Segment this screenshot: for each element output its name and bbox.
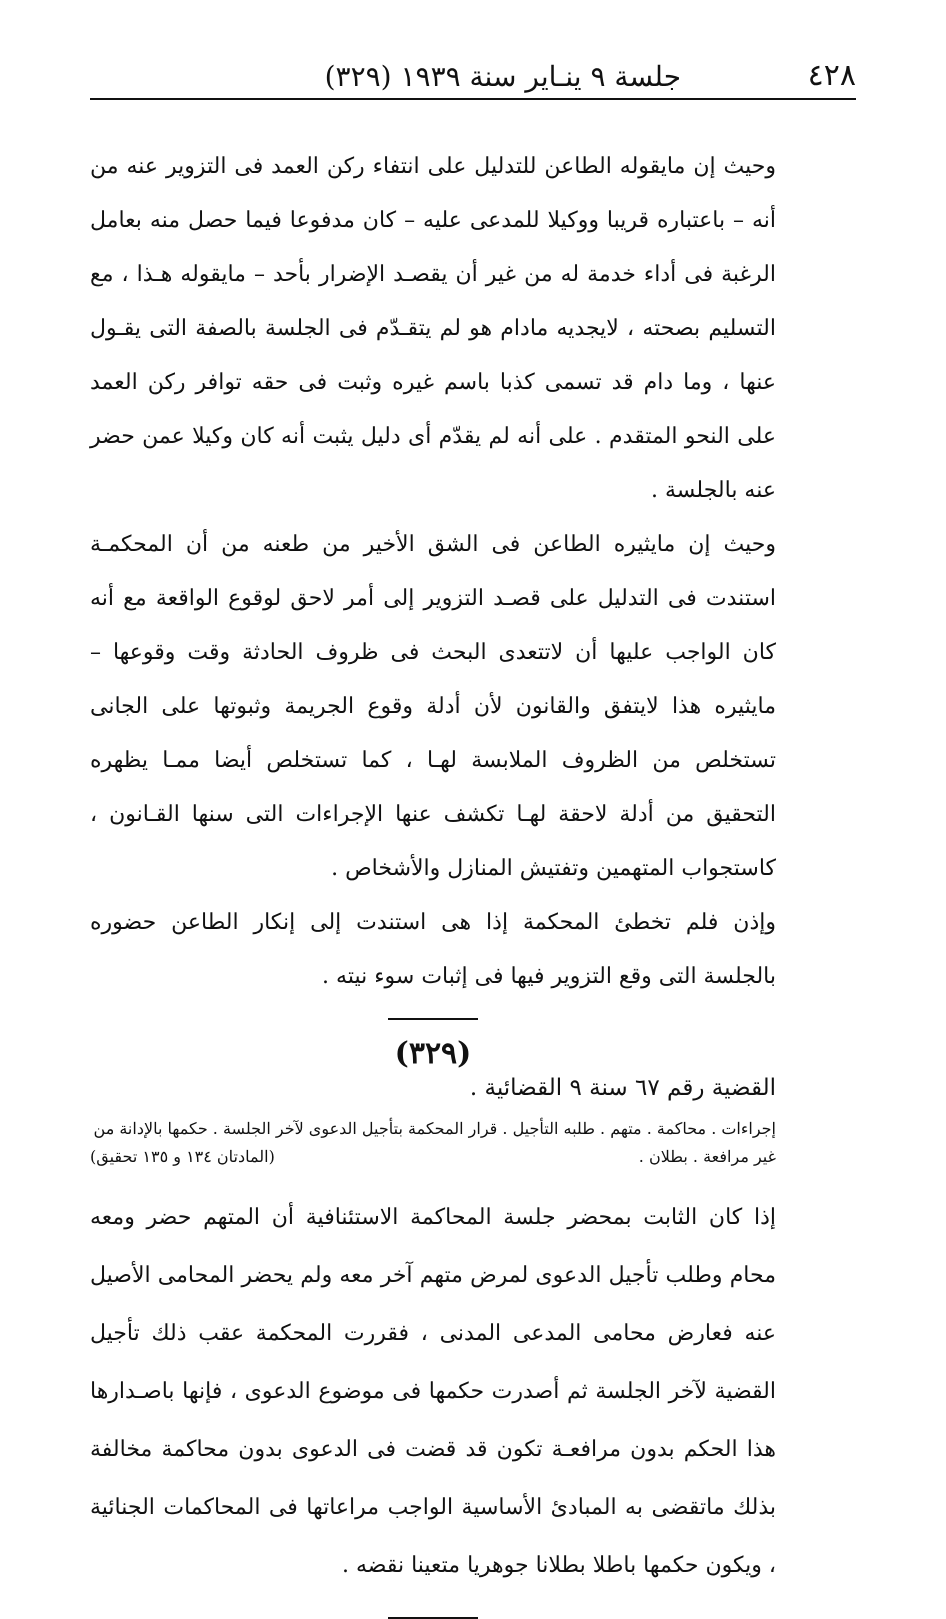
case-title: القضية رقم ٦٧ سنة ٩ القضائية . <box>469 1075 776 1101</box>
page-number: ٤٢٨ <box>807 58 856 93</box>
paragraph: وحيث إن مايثيره الطاعن فى الشق الأخير من طعنه من أن المحكمـة استندت فى التدليل على قصـد التزوير إلى أمر لاحق لوقوع الواقعة مع أنه كان الواجب عليها أن لاتتعدى البحث فى ظروف الحادثة وقت وقوعها – مايثيره هذا لايتفق والقانون لأن أدلة وقوع الجريمة وثبوتها على الجانى تستخلص من الظروف الملابسة لهـا ، كما تستخلص أيضا ممـا يظهره التحقيق من أدلة لاحقة لهـا تكشف عنها الإجراءات التى سنها القـانون ، كاستجواب المتهمين وتفتيش المنازل والأشخاص . <box>90 532 776 881</box>
legal-articles: (المادتان ١٣٤ و ١٣٥ تحقيق) <box>90 1147 275 1166</box>
page-body <box>90 140 776 1619</box>
case-keywords <box>90 1115 776 1171</box>
page-header <box>90 52 856 100</box>
paragraph: وإذن فلم تخطئ المحكمة إذا هى استندت إلى إنكار الطاعن حضوره بالجلسة التى وقع التزوير فيها فى إثبات سوء نيته . <box>90 910 776 989</box>
keywords-text: إجراءات . محاكمة . متهم . طلبه التأجيل . قرار المحكمة بتأجيل الدعوى لآخر الجلسة . حكمها بالإدانة من غير مرافعة . بطلان . <box>93 1119 776 1166</box>
ruling-paragraph: إذا كان الثابت بمحضر جلسة المحاكمة الاستئنافية أن المتهم حضر ومعه محام وطلب تأجيل الدعوى لمرض متهم آخر معه ولم يحضر المحامى الأصيل عنه فعارض محامى المدعى المدنى ، فقررت المحكمة عقب ذلك تأجيل القضية لآخر الجلسة ثم أصدرت حكمها فى موضوع الدعوى ، فإنها باصـدارها هذا الحكم بدون مرافعـة تكون قد قضت فى الدعوى بدون محاكمة مخالفة بذلك ماتقضى به المبادئ الأساسية الواجب مراعاتها فى المحاكمات الجنائية ، ويكون حكمها باطلا بطلانا جوهريا متعينا نقضه . <box>90 1205 777 1578</box>
header-rule <box>90 98 856 100</box>
running-title: جلسة ٩ ينـاير سنة ١٩٣٩ (٣٢٩) <box>324 60 681 93</box>
section-divider <box>388 1018 478 1020</box>
case-number: (٣٢٩) <box>394 1036 472 1071</box>
paragraph: وحيث إن مايقوله الطاعن للتدليل على انتفاء ركن العمد فى التزوير عنه من أنه – باعتباره قريبا ووكيلا للمدعى عليه – كان مدفوعا فيما حصل منه بعامل الرغبة فى أداء خدمة له من غير أن يقصـد الإضرار بأحد – مايقوله هـذا ، مع التسليم بصحته ، لايجديه مادام هو لم يتقـدّم فى الجلسة بالصفة التى يقـول عنها ، وما دام قد تسمى كذبا باسم غيره وثبت فى حقه توافر ركن العمد على النحو المتقدم . على أنه لم يقدّم أى دليل يثبت أنه كان وكيلا عمن حضر عنه بالجلسة . <box>90 154 777 503</box>
case-ruling <box>90 1189 776 1595</box>
